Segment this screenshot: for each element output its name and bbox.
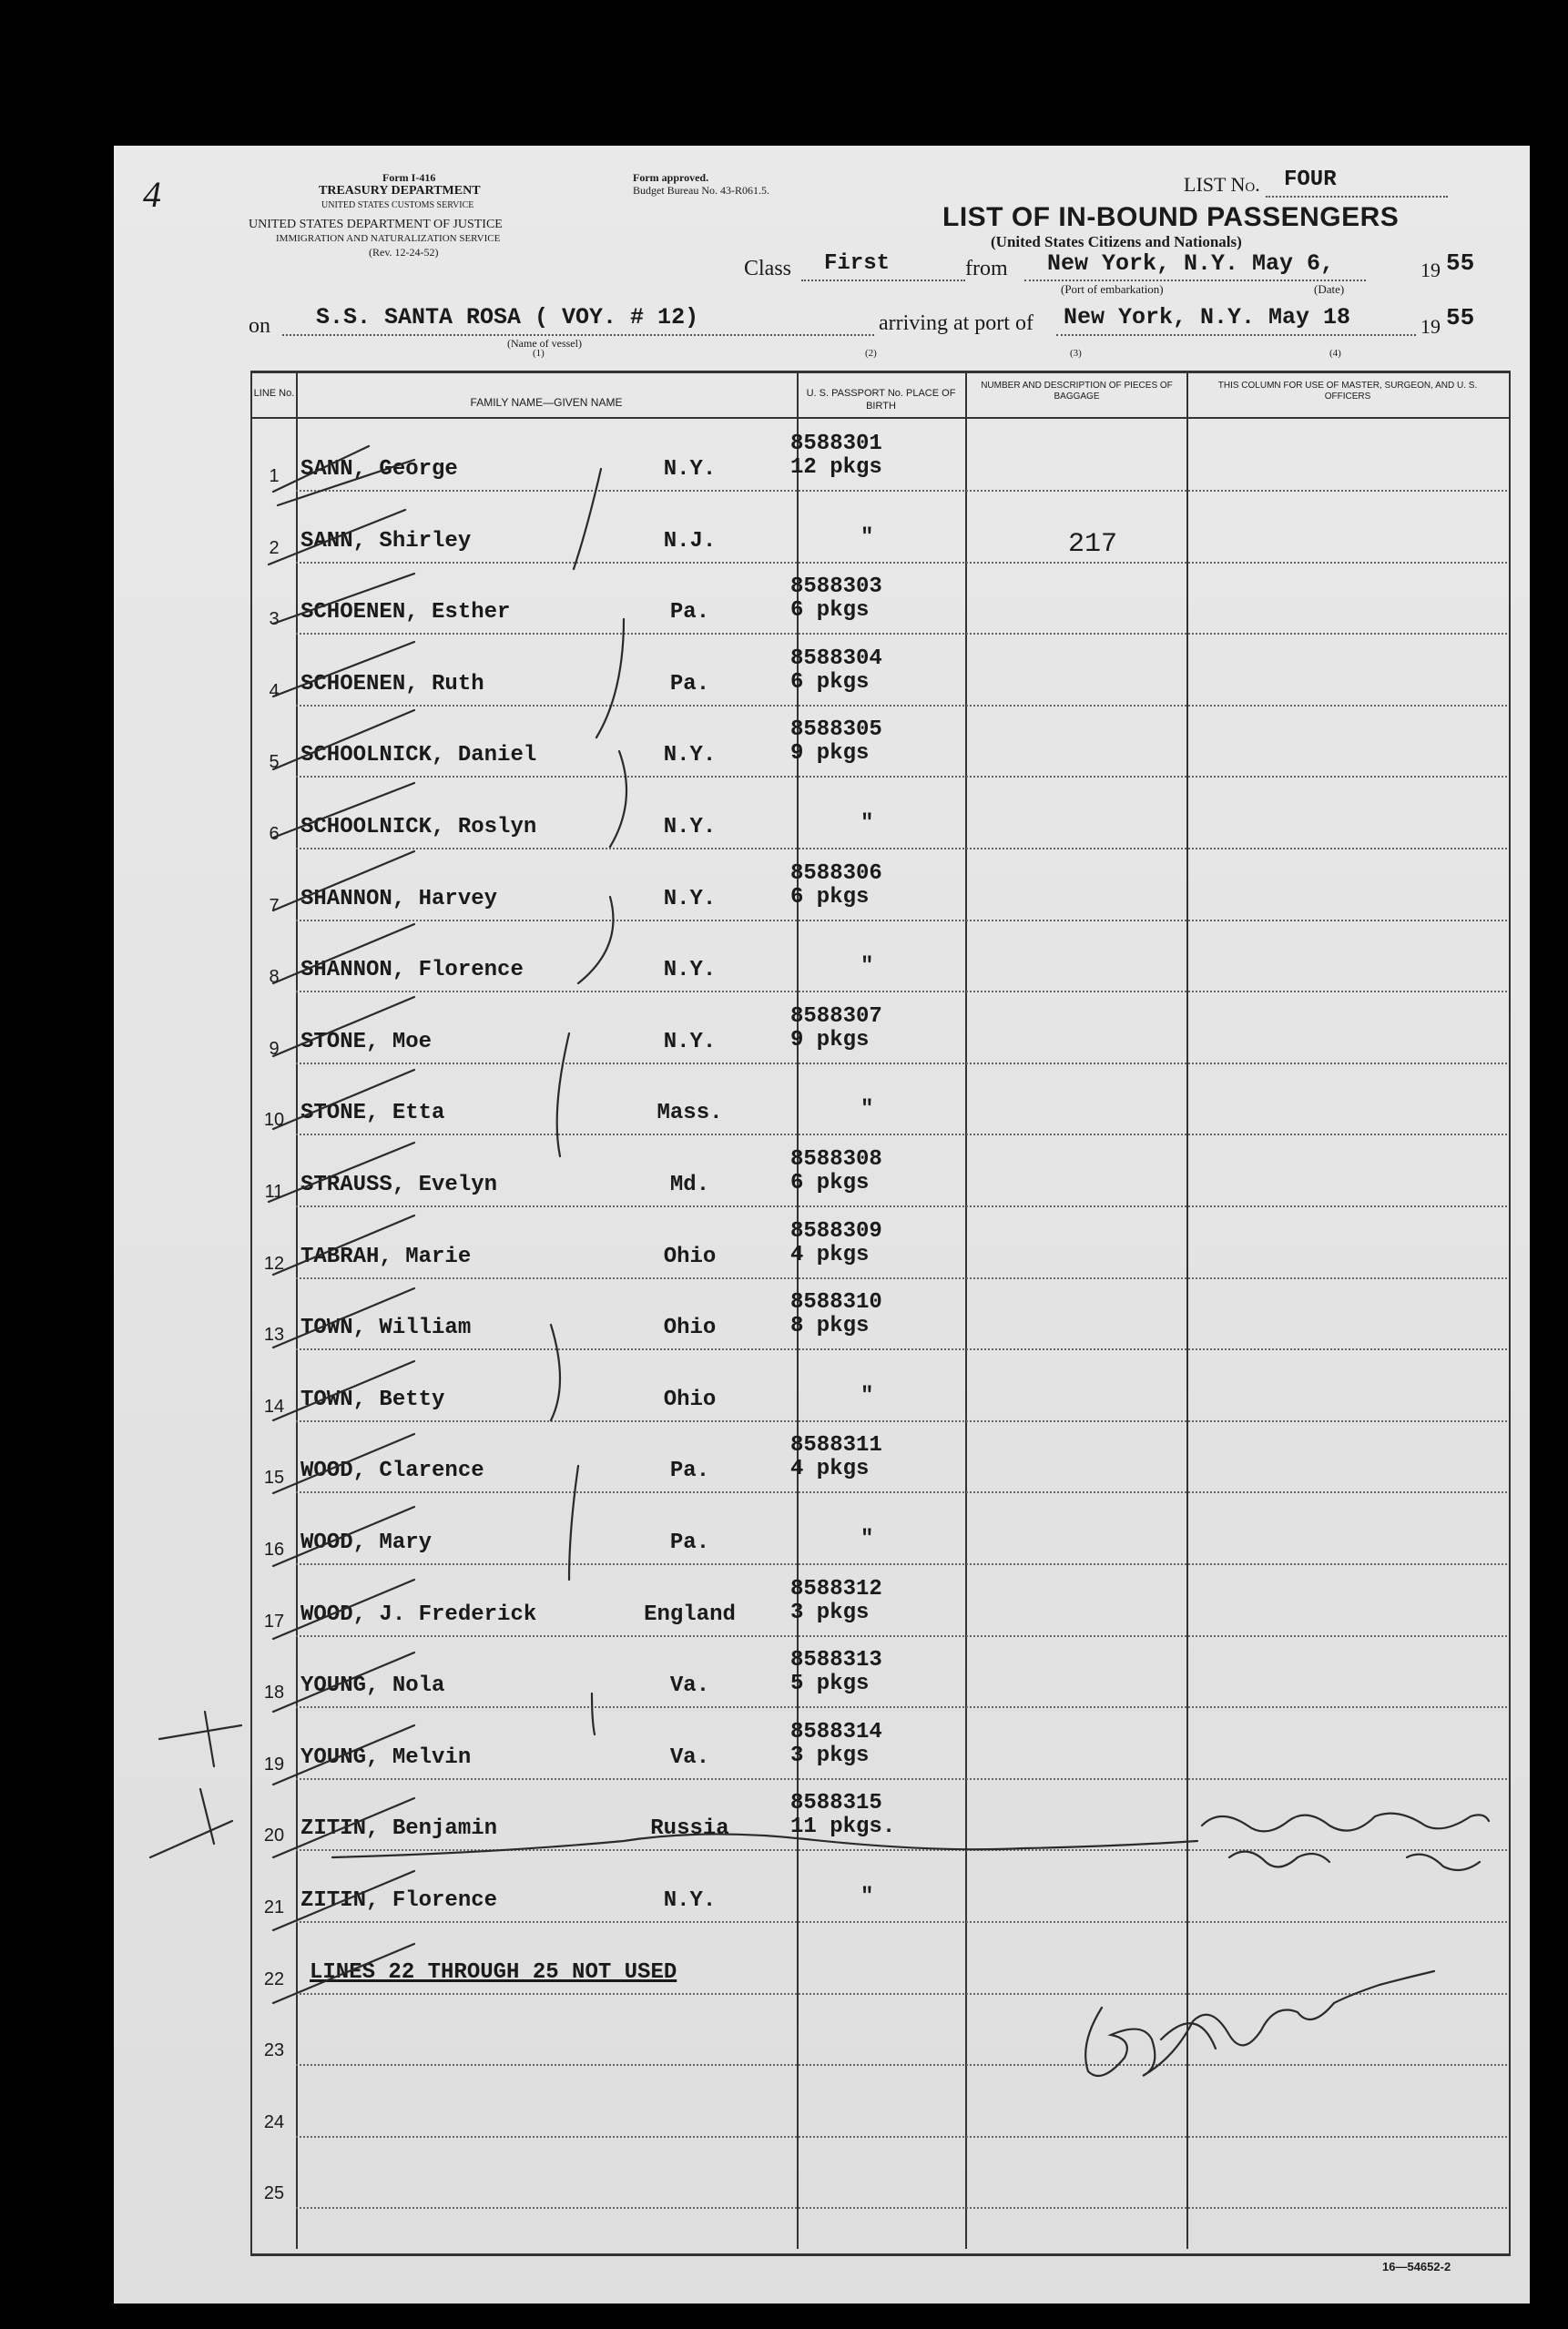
place-of-birth: N.Y. <box>663 958 717 983</box>
baggage-pieces: " <box>860 1383 874 1409</box>
vessel-name-label: (Name of vessel) <box>507 337 582 350</box>
place-of-birth: N.Y. <box>663 1029 717 1054</box>
passenger-name: ZITIN, Benjamin <box>300 1816 498 1842</box>
baggage-pieces: 5 pkgs <box>790 1672 870 1697</box>
place-of-birth: N.Y. <box>663 815 717 839</box>
col-header-line: LINE No. <box>253 388 295 399</box>
form-subtitle: (United States Citizens and Nationals) <box>991 233 1242 250</box>
place-of-birth: Russia <box>650 1816 729 1842</box>
passenger-name: SCHOOLNICK, Roslyn <box>300 815 537 839</box>
line-number: 17 <box>263 1611 285 1632</box>
handwritten-note <box>1196 1803 1476 1830</box>
line-number: 25 <box>263 2183 285 2204</box>
date-label: (Date) <box>1314 282 1345 296</box>
line-number: 8 <box>269 967 280 988</box>
arriving-value: New York, N.Y. May 18 <box>1064 304 1351 331</box>
baggage-number: 8588314 <box>790 1719 882 1744</box>
passenger-name: SHANNON, Florence <box>300 958 524 983</box>
department-of-justice: UNITED STATES DEPARTMENT OF JUSTICE <box>249 218 503 231</box>
class-value: First <box>824 251 891 276</box>
place-of-birth: Ohio <box>663 1244 717 1269</box>
passenger-name: YOUNG, Nola <box>300 1673 445 1699</box>
from-year: 55 <box>1446 249 1475 277</box>
baggage-pieces: " <box>860 954 874 980</box>
officer-note: 217 <box>1067 528 1117 560</box>
line-number: 12 <box>263 1253 285 1274</box>
passenger-name: WOOD, Mary <box>300 1531 433 1555</box>
passenger-name: SCHOENEN, Ruth <box>300 671 484 697</box>
place-of-birth: Va. <box>669 1673 710 1699</box>
baggage-number: 8588308 <box>790 1147 882 1172</box>
baggage-number: 8588313 <box>790 1648 882 1673</box>
line-number: 16 <box>263 1540 285 1560</box>
from-label: from <box>965 257 1008 280</box>
baggage-pieces: 11 pkgs. <box>790 1815 896 1840</box>
passenger-name: WOOD, J. Frederick <box>300 1602 537 1627</box>
passenger-name: STRAUSS, Evelyn <box>300 1173 498 1197</box>
footer-code: 16—54652-2 <box>1382 2260 1451 2273</box>
handwritten-marks <box>114 146 1530 2304</box>
baggage-pieces: " <box>860 524 874 550</box>
col-header-passport: U. S. PASSPORT No. PLACE OF BIRTH <box>806 388 956 412</box>
treasury-department: TREASURY DEPARTMENT <box>319 184 481 198</box>
baggage-number: 8588311 <box>790 1433 882 1459</box>
line-number: 7 <box>269 895 280 916</box>
port-embark-label: (Port of embarkation) <box>1061 282 1164 296</box>
passenger-name: STONE, Etta <box>300 1101 445 1126</box>
col-header-officers: THIS COLUMN FOR USE OF MASTER, SURGEON, AND U. S. OFFICERS <box>1217 381 1478 402</box>
revision-date: (Rev. 12-24-52) <box>369 246 439 259</box>
passenger-name: SHANNON, Harvey <box>300 886 498 911</box>
baggage-pieces: 12 pkgs <box>790 455 882 480</box>
from-year-prefix: 19 <box>1420 259 1441 281</box>
place-of-birth: Pa. <box>669 1531 710 1555</box>
line-number: 18 <box>263 1683 285 1704</box>
baggage-pieces: " <box>860 811 874 836</box>
line-number: 6 <box>269 824 280 844</box>
arriving-label: arriving at port of <box>879 311 1033 335</box>
line-number: 13 <box>263 1325 285 1346</box>
customs-service: UNITED STATES CUSTOMS SERVICE <box>321 200 474 210</box>
line-number: 14 <box>263 1396 285 1417</box>
col-num-2: (2) <box>865 348 877 359</box>
list-no-value: FOUR <box>1284 168 1337 192</box>
on-label: on <box>249 314 270 338</box>
line-number: 20 <box>263 1826 285 1846</box>
place-of-birth: Pa. <box>669 671 710 697</box>
baggage-pieces: 9 pkgs <box>790 741 870 767</box>
baggage-number: 8588301 <box>790 432 882 456</box>
place-of-birth: Ohio <box>663 1387 717 1412</box>
signature <box>1097 2003 1277 2046</box>
baggage-pieces: 4 pkgs <box>790 1242 870 1267</box>
place-of-birth: N.Y. <box>663 886 717 911</box>
col-header-baggage: NUMBER AND DESCRIPTION OF PIECES OF BAGGAGE <box>981 381 1173 402</box>
place-of-birth: Pa. <box>669 600 710 625</box>
check-mark <box>273 446 414 505</box>
line-number: 5 <box>269 752 280 773</box>
passenger-list-page <box>114 146 1530 2304</box>
passenger-name: LINES 22 THROUGH 25 NOT USED <box>310 1959 677 1985</box>
baggage-number: 8588303 <box>790 575 882 600</box>
line-number: 9 <box>269 1038 280 1059</box>
baggage-pieces: 6 pkgs <box>790 669 870 695</box>
vessel-name: S.S. SANTA ROSA ( VOY. # 12) <box>316 304 699 331</box>
col-num-4: (4) <box>1329 348 1341 359</box>
form-approved: Form approved. <box>633 171 709 184</box>
place-of-birth: Va. <box>669 1744 710 1770</box>
baggage-number: 8588304 <box>790 646 882 671</box>
place-of-birth: Ohio <box>663 1316 717 1341</box>
line-number: 15 <box>263 1468 285 1489</box>
handwritten-note-line1 <box>1196 1803 1387 1829</box>
arrive-year-prefix: 19 <box>1420 315 1441 338</box>
baggage-pieces: 6 pkgs <box>790 1171 870 1195</box>
baggage-pieces: " <box>860 1527 874 1551</box>
line-number: 2 <box>269 537 280 558</box>
place-of-birth: N.J. <box>663 528 717 554</box>
baggage-number: 8588315 <box>790 1791 882 1816</box>
passenger-name: WOOD, Clarence <box>300 1459 484 1484</box>
line-number: 1 <box>269 466 280 486</box>
arrive-year: 55 <box>1446 304 1475 331</box>
baggage-number: 8588312 <box>790 1576 882 1602</box>
baggage-pieces: 6 pkgs <box>790 598 870 624</box>
place-of-birth: Md. <box>669 1173 710 1197</box>
baggage-pieces: 4 pkgs <box>790 1457 870 1482</box>
col-num-3: (3) <box>1070 348 1082 359</box>
place-of-birth: England <box>644 1602 736 1627</box>
passenger-name: SCHOENEN, Esther <box>300 600 511 625</box>
immigration-service: IMMIGRATION AND NATURALIZATION SERVICE <box>276 233 501 244</box>
passenger-name: TOWN, Betty <box>300 1387 445 1412</box>
line-number: 3 <box>269 609 280 630</box>
class-label: Class <box>744 257 792 280</box>
passenger-name: STONE, Moe <box>300 1029 433 1054</box>
baggage-number: 8588310 <box>790 1290 882 1316</box>
line-number: 19 <box>263 1754 285 1775</box>
place-of-birth: N.Y. <box>663 743 717 768</box>
line-number: 11 <box>264 1182 284 1202</box>
line-number: 10 <box>263 1110 285 1131</box>
passenger-name: SCHOOLNICK, Daniel <box>300 743 537 768</box>
baggage-number: 8588305 <box>790 717 882 743</box>
baggage-pieces: " <box>860 1885 874 1909</box>
line-number: 23 <box>263 2040 285 2061</box>
budget-bureau: Budget Bureau No. 43-R061.5. <box>633 184 769 197</box>
passenger-name: ZITIN, Florence <box>300 1888 498 1913</box>
line-number: 4 <box>269 680 280 701</box>
baggage-number: 8588309 <box>790 1218 882 1244</box>
passenger-name: SANN, George <box>300 457 458 482</box>
baggage-pieces: 9 pkgs <box>790 1027 870 1053</box>
passenger-name: SANN, Shirley <box>300 528 472 554</box>
place-of-birth: Pa. <box>669 1459 710 1484</box>
place-of-birth: Mass. <box>657 1101 723 1126</box>
form-number: Form I-416 <box>382 171 436 184</box>
line-number: 22 <box>263 1968 285 1989</box>
margin-mark: 4 <box>143 174 161 215</box>
passenger-name: TABRAH, Marie <box>300 1244 472 1269</box>
baggage-pieces: 6 pkgs <box>790 884 870 910</box>
baggage-pieces: 8 pkgs <box>790 1314 870 1339</box>
place-of-birth: N.Y. <box>663 457 717 482</box>
handwritten-note-line2 <box>1392 1803 1476 1829</box>
line-number: 21 <box>263 1897 285 1917</box>
line-number: 24 <box>263 2111 285 2132</box>
baggage-pieces: " <box>860 1097 874 1123</box>
passenger-name: YOUNG, Melvin <box>300 1744 472 1770</box>
form-title: LIST OF IN-BOUND PASSENGERS <box>942 202 1400 232</box>
baggage-pieces: 3 pkgs <box>790 1743 870 1768</box>
baggage-pieces: 3 pkgs <box>790 1600 870 1625</box>
baggage-number: 8588307 <box>790 1003 882 1029</box>
col-header-name: FAMILY NAME—GIVEN NAME <box>470 396 623 409</box>
place-of-birth: N.Y. <box>663 1888 717 1913</box>
list-no-label: LIST No. <box>1184 173 1260 196</box>
baggage-number: 8588306 <box>790 860 882 886</box>
from-value: New York, N.Y. May 6, <box>1047 250 1335 277</box>
passenger-name: TOWN, William <box>300 1316 472 1341</box>
col-num-1: (1) <box>533 348 545 359</box>
